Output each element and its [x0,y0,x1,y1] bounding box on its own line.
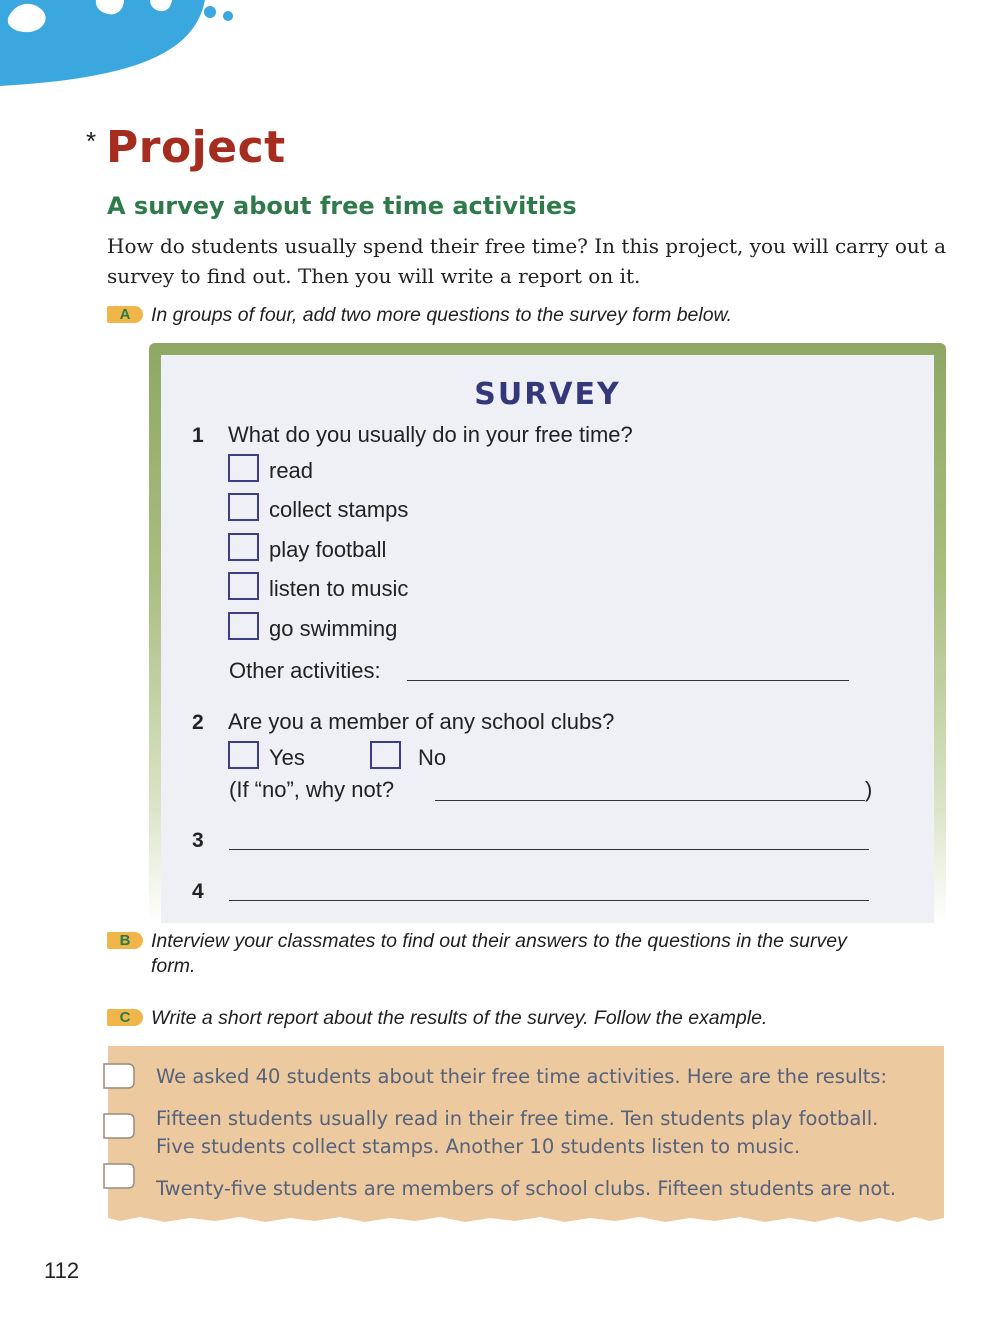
option-listen-to-music-label: listen to music [269,576,409,601]
other-activities-label: Other activities: [229,658,381,683]
no-label: No [418,745,447,770]
report-line-3: Five students collect stamps. Another 10 students listen to music. [156,1135,801,1158]
option-collect-stamps-label: collect stamps [269,497,409,522]
report-line-1: We asked 40 students about their free time activities. Here are the results: [156,1065,888,1088]
option-read-label: read [269,458,314,483]
report-line-4: Twenty-five students are members of school clubs. Fifteen students are not. [156,1177,897,1200]
survey-title: SURVEY [474,377,621,412]
question-3-number: 3 [192,829,204,852]
task-b-text-line2: form. [151,955,196,977]
why-not-close-paren: ) [865,777,873,802]
section-subtitle: A survey about free time activities [107,192,577,220]
question-2-text: Are you a member of any school clubs? [228,709,615,734]
intro-paragraph: How do students usually spend their free time? In this project, you will carry out a survey to find out. Then you will write a report on it. [107,234,947,288]
question-1-text: What do you usually do in your free time? [228,422,633,447]
ring-binder-holes [104,1064,134,1188]
why-not-label: (If “no”, why not? [229,777,395,802]
report-line-2: Fifteen students usually read in their free time. Ten students play football. [156,1107,879,1130]
page-title: Project [106,122,286,173]
yes-label: Yes [269,745,305,770]
optional-asterisk: * [86,126,97,156]
task-c-text: Write a short report about the results of the survey. Follow the example. [151,1007,768,1029]
question-1-number: 1 [192,424,204,447]
option-play-football-label: play football [269,537,387,562]
question-2-number: 2 [192,711,204,734]
task-c-badge: C [107,1009,143,1026]
task-a-text: In groups of four, add two more questions to the survey form below. [151,304,732,326]
task-b-text-line1: Interview your classmates to find out their answers to the questions in the survey [151,930,847,952]
option-go-swimming-label: go swimming [269,616,398,641]
page-number: 112 [44,1258,80,1283]
task-a-badge: A [107,306,143,323]
question-4-number: 4 [192,880,204,903]
task-b-badge: B [107,932,143,949]
